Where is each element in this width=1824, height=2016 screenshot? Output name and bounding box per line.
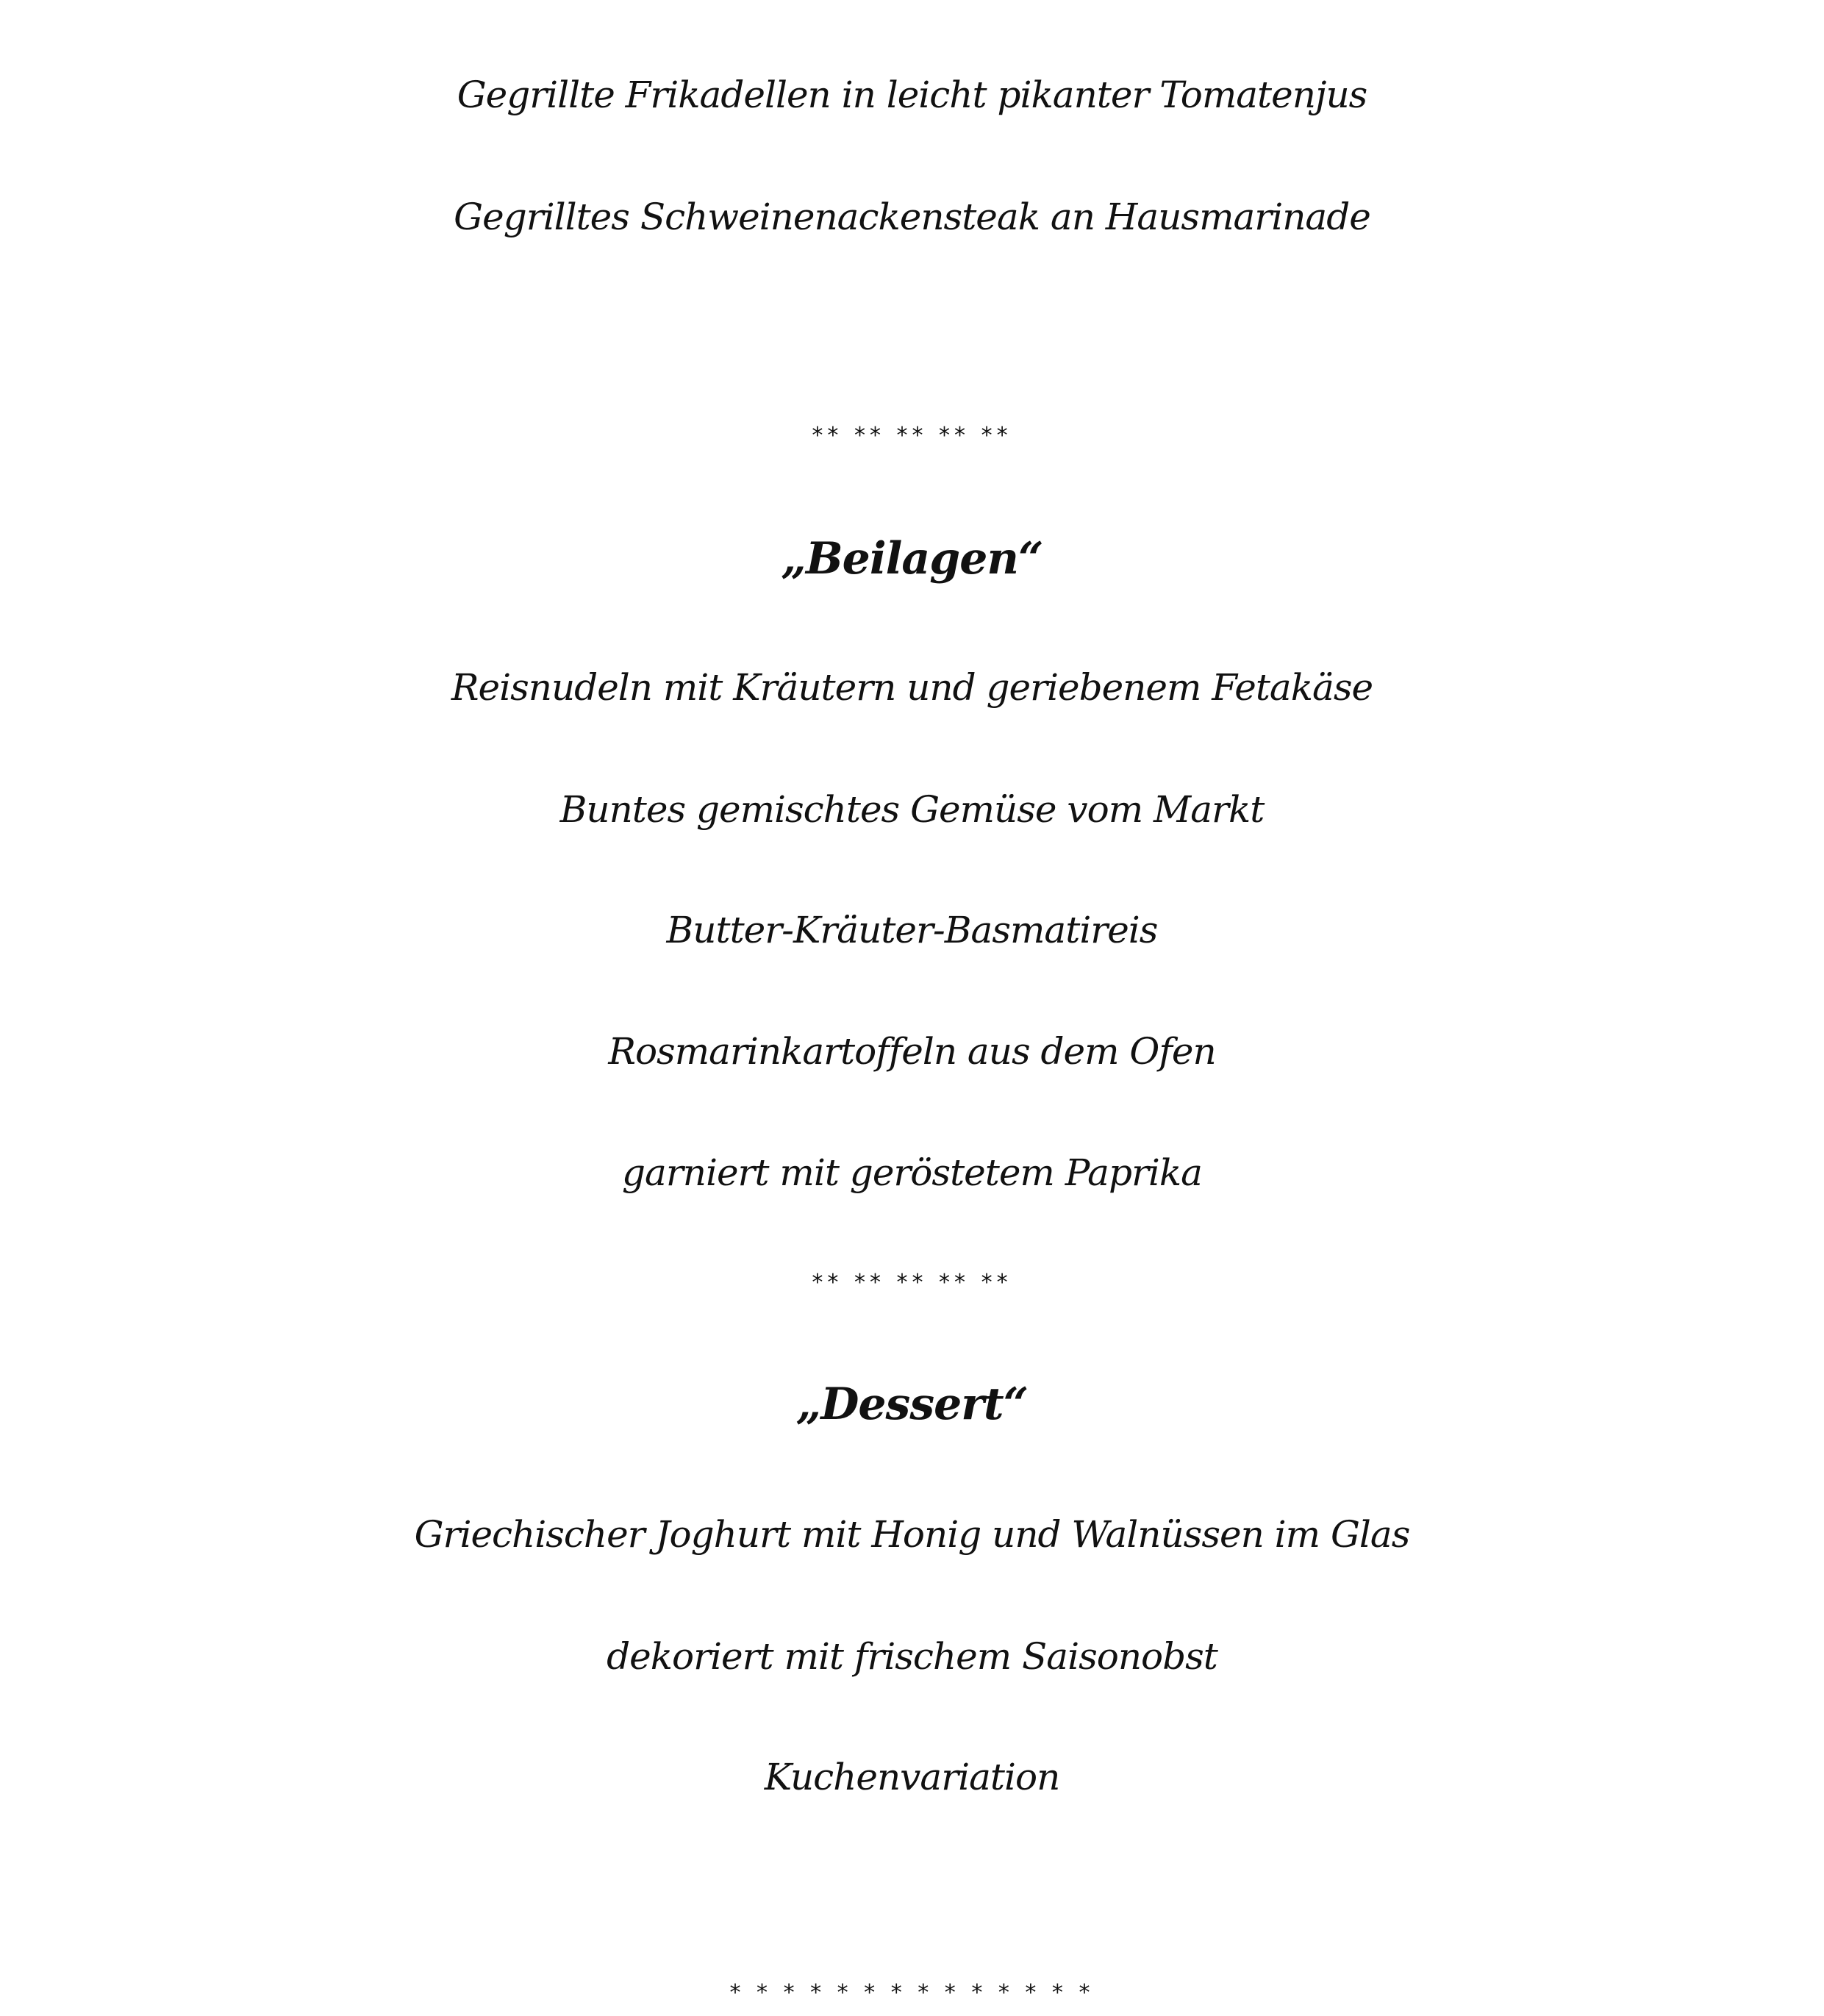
- separator-stars-bottom: * * * * * * * * * * * * * *: [729, 1980, 1095, 2006]
- separator-stars: ** ** ** ** **: [812, 423, 1012, 448]
- menu-item-rosmarinkartoffeln: Rosmarinkartoffeln aus dem Ofen: [608, 1030, 1216, 1073]
- menu-item-nackensteak: Gegrilltes Schweinenackensteak an Hausmarinade: [454, 196, 1370, 238]
- menu-item-joghurt: Griechischer Joghurt mit Honig und Walnüssen im Glas: [414, 1513, 1410, 1556]
- menu-item-saisonobst: dekoriert mit frischem Saisonobst: [607, 1635, 1217, 1678]
- section-heading-beilagen: „Beilagen“: [781, 533, 1043, 585]
- menu-item-paprika-garnish: garniert mit geröstetem Paprika: [622, 1151, 1202, 1194]
- menu-item-reisnudeln: Reisnudeln mit Kräutern und geriebenem Fetakäse: [451, 666, 1373, 709]
- menu-item-frikadellen: Gegrillte Frikadellen in leicht pikanter Tomatenjus: [457, 74, 1367, 116]
- menu-item-gemuese: Buntes gemischtes Gemüse vom Markt: [559, 788, 1265, 831]
- section-heading-dessert: „Dessert“: [795, 1379, 1029, 1430]
- menu-item-kuchenvariation: Kuchenvariation: [764, 1756, 1060, 1798]
- separator-stars: ** ** ** ** **: [812, 1270, 1012, 1295]
- menu-item-basmatireis: Butter-Kräuter-Basmatireis: [666, 909, 1158, 951]
